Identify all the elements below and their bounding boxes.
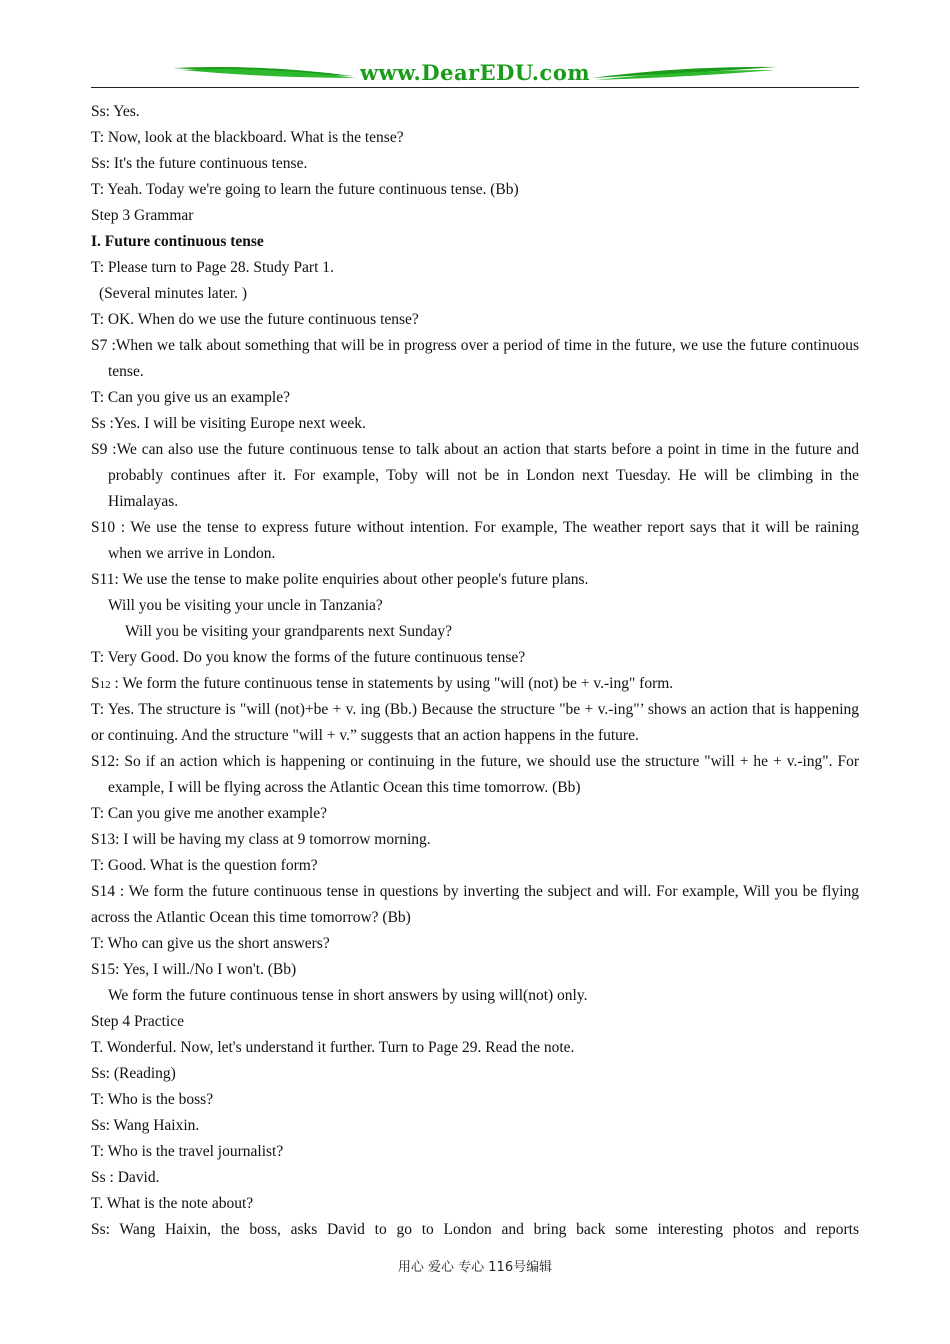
dialogue-line: T: Who is the boss? <box>91 1091 214 1108</box>
dialogue-line: T. Wonderful. Now, let's understand it further. Turn to Page 29. Read the note. <box>91 1039 575 1056</box>
dialogue-line: T: Please turn to Page 28. Study Part 1. <box>91 259 334 276</box>
example-sentence: Will you be visiting your uncle in Tanzania? <box>108 597 383 614</box>
dialogue-line: T: Yeah. Today we're going to learn the future continuous tense. (Bb) <box>91 181 519 198</box>
dialogue-line: Ss: Yes. <box>91 103 140 120</box>
dialogue-line: T: Very Good. Do you know the forms of the future continuous tense? <box>91 649 526 666</box>
example-sentence: Will you be visiting your grandparents next Sunday? <box>125 623 452 640</box>
dialogue-line: T: OK. When do we use the future continuous tense? <box>91 311 419 328</box>
dialogue-paragraph: T: Yes. The structure is "will (not)+be + v. ing (Bb.) Because the structure "be + v.-ing"’ shows an action that is happening or continuing. And the structure "will + v.” suggests that an action happens in the future. <box>91 701 859 744</box>
dialogue-paragraph: S14 : We form the future continuous tense in questions by inverting the subject and will. For example, Will you be flying across the Atlantic Ocean this time tomorrow? (Bb) <box>91 883 859 926</box>
dialogue-line: S11: We use the tense to make polite enquiries about other people's future plans. <box>91 571 589 588</box>
dialogue-line: Ss: (Reading) <box>91 1065 176 1082</box>
site-logo-text: www.DearEDU.com <box>359 60 591 85</box>
document-body <box>91 99 859 1243</box>
dialogue-paragraph: S7 :When we talk about something that will be in progress over a period of time in the future, we use the future continuous tense. <box>91 337 859 380</box>
dialogue-line: Ss :Yes. I will be visiting Europe next week. <box>91 415 366 432</box>
step-heading: Step 4 Practice <box>91 1013 184 1030</box>
page-footer: 用心 爱心 专心 116号编辑 <box>397 1260 553 1275</box>
dialogue-line: T: Now, look at the blackboard. What is the tense? <box>91 129 404 146</box>
page-header <box>91 62 859 88</box>
dialogue-paragraph: S12: So if an action which is happening or continuing in the future, we should use the structure "will + he + v.-ing". For example, I will be flying across the Atlantic Ocean this time tomorrow. (Bb) <box>91 753 859 796</box>
section-heading: I. Future continuous tense <box>91 233 264 250</box>
dialogue-line: Ss : David. <box>91 1169 160 1186</box>
stage-direction: (Several minutes later. ) <box>99 285 248 302</box>
dialogue-line: T: Good. What is the question form? <box>91 857 318 874</box>
dialogue-line: T. What is the note about? <box>91 1195 254 1212</box>
header-rule <box>91 87 859 88</box>
dialogue-paragraph: S10 : We use the tense to express future without intention. For example, The weather report says that it will be raining when we arrive in London. <box>91 519 859 562</box>
dialogue-line: T: Can you give us an example? <box>91 389 290 406</box>
step-heading: Step 3 Grammar <box>91 207 194 224</box>
dialogue-line <box>91 671 859 697</box>
speaker-number: 12 <box>99 679 111 691</box>
dialogue-line: S15: Yes, I will./No I won't. (Bb) <box>91 961 297 978</box>
dialogue-line: T: Who is the travel journalist? <box>91 1143 284 1160</box>
dialogue-line: Ss: It's the future continuous tense. <box>91 155 308 172</box>
dialogue-text: : We form the future continuous tense in statements by using "will (not) be + v.-ing" form. <box>110 675 674 692</box>
dialogue-paragraph: S9 :We can also use the future continuous tense to talk about an action that starts before a point in time in the future and probably continues after it. For example, Toby will not be in London next Tuesday. He will be climbing in the Himalayas. <box>91 441 859 510</box>
dialogue-paragraph: Ss: Wang Haixin, the boss, asks David to go to London and bring back some interesting photos and reports <box>91 1221 859 1238</box>
speaker-label: S <box>91 675 100 692</box>
dialogue-line: S13: I will be having my class at 9 tomorrow morning. <box>91 831 431 848</box>
dialogue-line: T: Who can give us the short answers? <box>91 935 330 952</box>
dialogue-line: T: Can you give me another example? <box>91 805 327 822</box>
dialogue-line: Ss: Wang Haixin. <box>91 1117 200 1134</box>
explanation-line: We form the future continuous tense in short answers by using will(not) only. <box>108 987 588 1004</box>
